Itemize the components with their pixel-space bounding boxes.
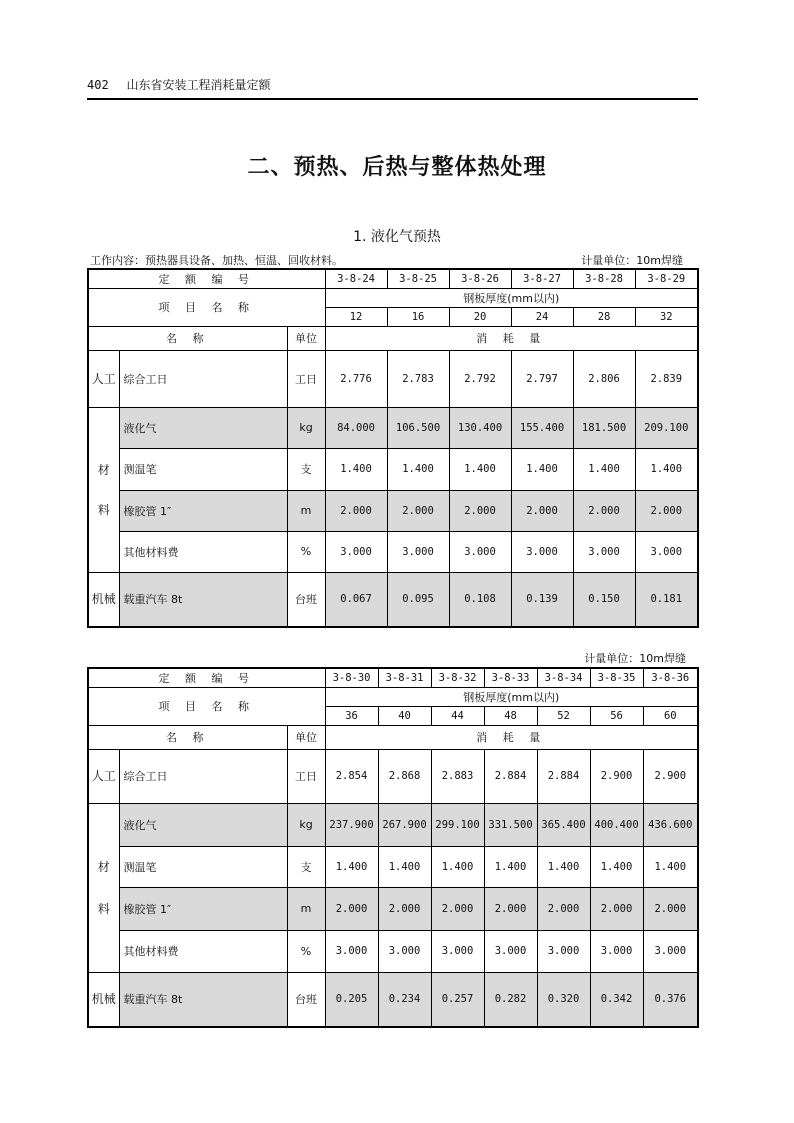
value-cell: 1.400 [537,846,590,887]
value-cell: 2.900 [643,749,698,803]
value-cell: 0.067 [325,572,387,627]
value-cell: 3.000 [537,930,590,972]
row-name: 综合工日 [119,350,287,407]
value-cell: 2.000 [387,490,449,531]
value-cell: 267.900 [378,803,431,846]
value-cell: 1.400 [325,448,387,490]
group-material-char: 材 [97,859,110,874]
value-cell: 365.400 [537,803,590,846]
quota-code: 3-8-35 [590,668,643,687]
value-cell: 2.000 [643,887,698,930]
row-unit: m [287,490,325,531]
value-cell: 3.000 [484,930,537,972]
group-material [88,407,119,572]
quota-code: 3-8-31 [378,668,431,687]
quota-code: 3-8-32 [431,668,484,687]
value-cell: 2.000 [573,490,635,531]
quota-code: 3-8-28 [573,269,635,288]
value-cell: 400.400 [590,803,643,846]
unit-note-1: 计量单位：10m焊缝 [581,254,683,267]
value-cell: 2.000 [537,887,590,930]
thickness-value: 16 [387,307,449,326]
unit-note-2: 计量单位：10m焊缝 [584,652,686,665]
quota-code: 3-8-29 [635,269,698,288]
value-cell: 2.854 [325,749,378,803]
value-cell: 1.400 [511,448,573,490]
value-cell: 2.783 [387,350,449,407]
col-unit-header: 单位 [287,725,325,749]
value-cell: 155.400 [511,407,573,448]
col-consumption-header: 消 耗 量 [325,725,698,749]
value-cell: 299.100 [431,803,484,846]
value-cell: 2.900 [590,749,643,803]
value-cell: 2.776 [325,350,387,407]
value-cell: 3.000 [511,531,573,572]
value-cell: 0.108 [449,572,511,627]
row-unit: % [287,531,325,572]
quota-code: 3-8-33 [484,668,537,687]
value-cell: 0.257 [431,972,484,1027]
value-cell: 3.000 [573,531,635,572]
subsection-title: 1. 液化气预热 [353,229,441,245]
value-cell: 0.139 [511,572,573,627]
quota-code: 3-8-25 [387,269,449,288]
quota-code: 3-8-30 [325,668,378,687]
book-title: 山东省安装工程消耗量定额 [126,78,271,92]
value-cell: 3.000 [431,930,484,972]
value-cell: 2.792 [449,350,511,407]
thickness-value: 40 [378,706,431,725]
group-labor: 人工 [88,350,119,407]
value-cell: 0.095 [387,572,449,627]
page-number: 402 [87,78,109,92]
row-unit: 台班 [287,972,325,1027]
row-name: 其他材料费 [119,930,287,972]
item-name-label: 项 目 名 称 [88,288,325,326]
value-cell: 2.868 [378,749,431,803]
value-cell: 0.205 [325,972,378,1027]
value-cell: 237.900 [325,803,378,846]
group-material [88,803,119,972]
quota-code-label: 定 额 编 号 [88,269,325,288]
value-cell: 2.797 [511,350,573,407]
value-cell: 0.320 [537,972,590,1027]
thickness-value: 48 [484,706,537,725]
value-cell: 0.234 [378,972,431,1027]
group-machine: 机械 [88,572,119,627]
row-name: 橡胶管 1″ [119,887,287,930]
row-name: 载重汽车 8t [119,572,287,627]
value-cell: 2.000 [635,490,698,531]
value-cell: 209.100 [635,407,698,448]
thickness-value: 52 [537,706,590,725]
quota-code: 3-8-24 [325,269,387,288]
value-cell: 3.000 [635,531,698,572]
value-cell: 1.400 [573,448,635,490]
value-cell: 2.883 [431,749,484,803]
group-labor: 人工 [88,749,119,803]
value-cell: 0.282 [484,972,537,1027]
value-cell: 2.000 [484,887,537,930]
thickness-value: 36 [325,706,378,725]
value-cell: 3.000 [449,531,511,572]
thickness-value: 24 [511,307,573,326]
value-cell: 2.000 [431,887,484,930]
value-cell: 3.000 [378,930,431,972]
row-name: 载重汽车 8t [119,972,287,1027]
value-cell: 3.000 [643,930,698,972]
row-unit: kg [287,407,325,448]
value-cell: 1.400 [449,448,511,490]
quota-code: 3-8-26 [449,269,511,288]
row-unit: 支 [287,846,325,887]
col-unit-header: 单位 [287,326,325,350]
work-content: 工作内容：预热器具设备、加热、恒温、回收材料。 [90,254,343,267]
thickness-value: 32 [635,307,698,326]
value-cell: 130.400 [449,407,511,448]
value-cell: 0.150 [573,572,635,627]
value-cell: 1.400 [378,846,431,887]
row-name: 其他材料费 [119,531,287,572]
value-cell: 2.884 [484,749,537,803]
value-cell: 2.839 [635,350,698,407]
value-cell: 1.400 [643,846,698,887]
row-name: 橡胶管 1″ [119,490,287,531]
item-name-label: 项 目 名 称 [88,687,325,725]
value-cell: 3.000 [325,930,378,972]
value-cell: 1.400 [431,846,484,887]
col-consumption-header: 消 耗 量 [325,326,698,350]
row-name: 测温笔 [119,448,287,490]
row-name: 液化气 [119,803,287,846]
group-material-char: 料 [97,502,110,517]
header-rule [87,98,698,100]
value-cell: 1.400 [590,846,643,887]
value-cell: 2.806 [573,350,635,407]
thickness-value: 56 [590,706,643,725]
value-cell: 2.000 [325,490,387,531]
value-cell: 0.342 [590,972,643,1027]
row-name: 液化气 [119,407,287,448]
row-unit: 支 [287,448,325,490]
group-material-char: 材 [97,462,110,477]
quota-code: 3-8-34 [537,668,590,687]
row-unit: 工日 [287,749,325,803]
group-machine: 机械 [88,972,119,1027]
row-unit: m [287,887,325,930]
value-cell: 2.000 [511,490,573,531]
section-title: 二、预热、后热与整体热处理 [247,155,547,180]
value-cell: 2.884 [537,749,590,803]
row-unit: 台班 [287,572,325,627]
param-label: 钢板厚度(mm以内) [325,687,698,706]
quota-code: 3-8-36 [643,668,698,687]
value-cell: 3.000 [590,930,643,972]
quota-table-1 [87,268,699,628]
value-cell: 1.400 [387,448,449,490]
group-material-char: 料 [97,901,110,916]
value-cell: 0.376 [643,972,698,1027]
row-name: 综合工日 [119,749,287,803]
value-cell: 0.181 [635,572,698,627]
value-cell: 1.400 [635,448,698,490]
value-cell: 2.000 [378,887,431,930]
value-cell: 106.500 [387,407,449,448]
thickness-value: 12 [325,307,387,326]
col-name-header: 名 称 [88,725,287,749]
value-cell: 2.000 [590,887,643,930]
value-cell: 436.600 [643,803,698,846]
value-cell: 2.000 [449,490,511,531]
thickness-value: 60 [643,706,698,725]
thickness-value: 20 [449,307,511,326]
value-cell: 2.000 [325,887,378,930]
value-cell: 3.000 [325,531,387,572]
running-header [87,76,271,93]
row-unit: kg [287,803,325,846]
col-name-header: 名 称 [88,326,287,350]
quota-table-2 [87,667,699,1028]
row-unit: 工日 [287,350,325,407]
value-cell: 1.400 [484,846,537,887]
param-label: 钢板厚度(mm以内) [325,288,698,307]
thickness-value: 28 [573,307,635,326]
value-cell: 84.000 [325,407,387,448]
row-name: 测温笔 [119,846,287,887]
quota-code-label: 定 额 编 号 [88,668,325,687]
value-cell: 181.500 [573,407,635,448]
row-unit: % [287,930,325,972]
thickness-value: 44 [431,706,484,725]
value-cell: 331.500 [484,803,537,846]
quota-code: 3-8-27 [511,269,573,288]
value-cell: 1.400 [325,846,378,887]
value-cell: 3.000 [387,531,449,572]
